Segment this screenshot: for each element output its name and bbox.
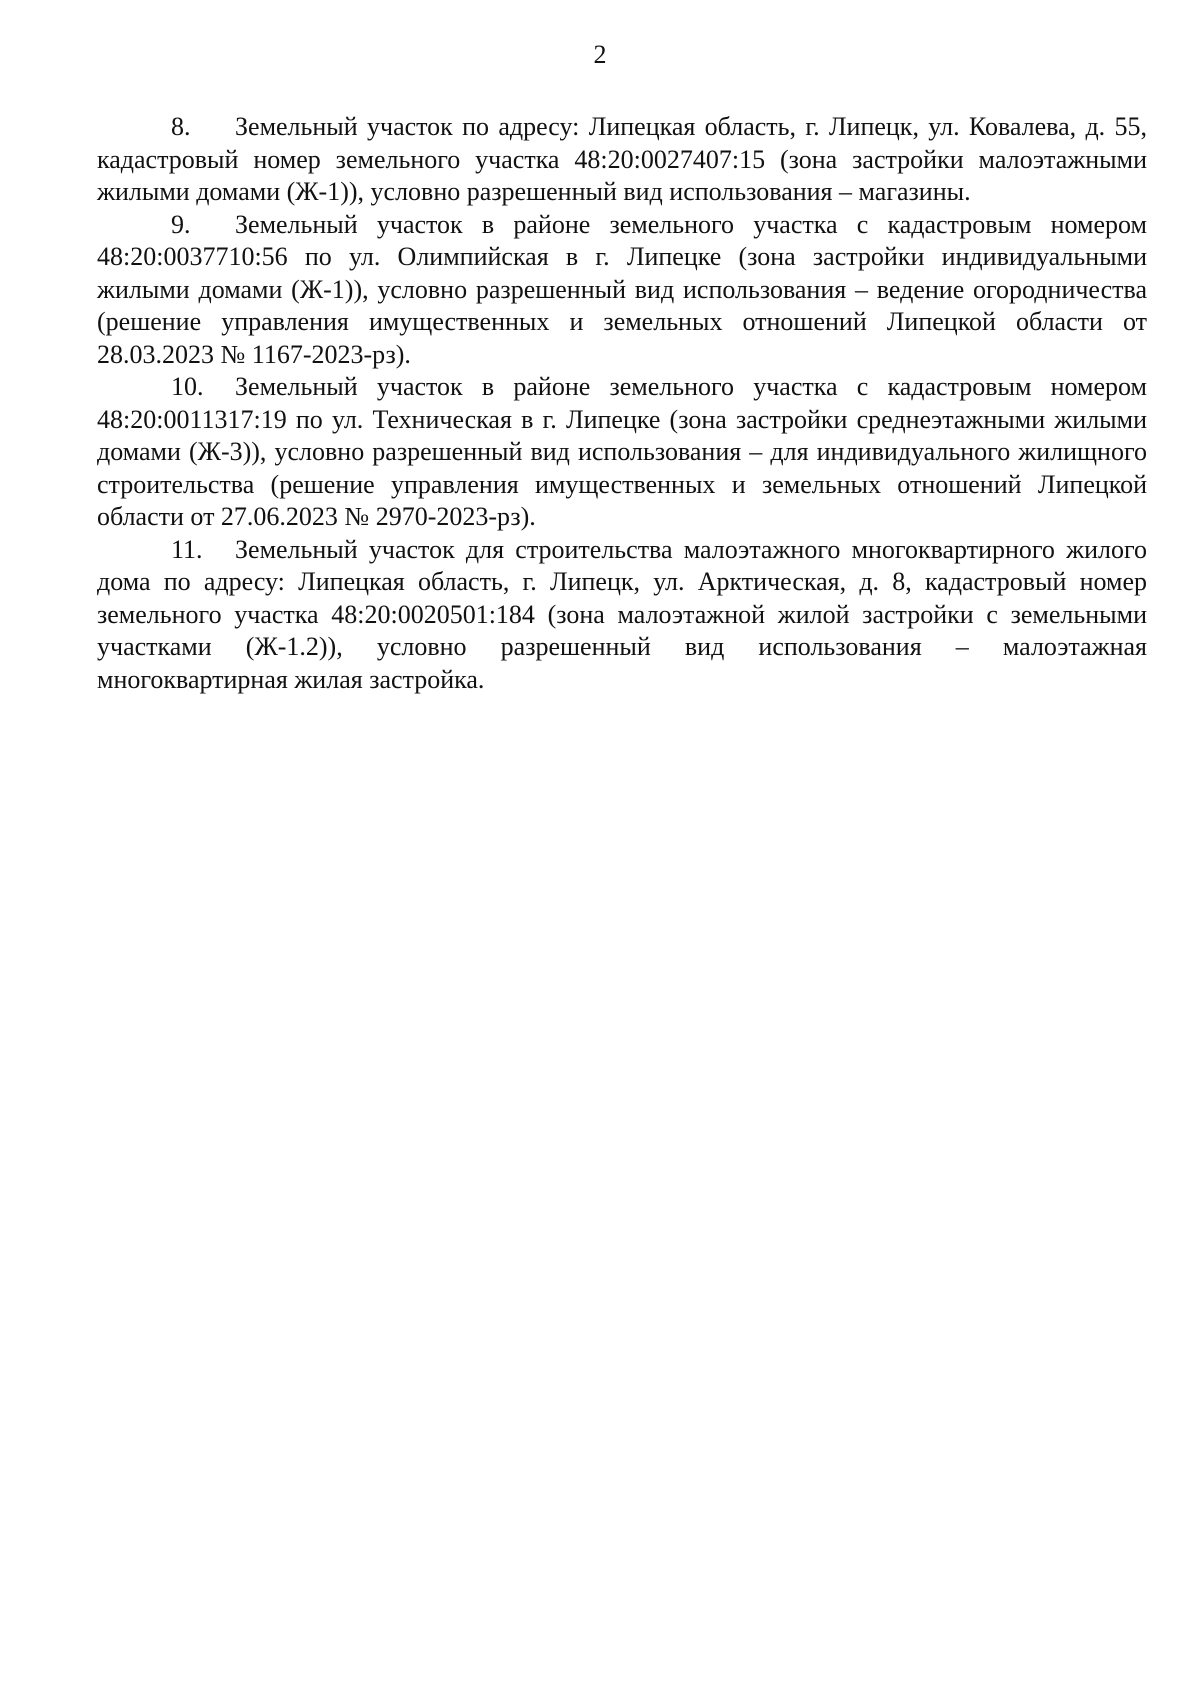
item-text: Земельный участок в районе земельного участка с кадастровым номером 48:20:0037710:56 по ул. Олимпийская в г. Липецке (зона застройки индивидуальными жилыми домами (Ж-1)), условно разрешенный вид использования – ведение огородничества (решение управления имущественных и земельных отношений Липецкой области от 28.03.2023 № 1167-2023-рз). — [97, 209, 1147, 369]
item-number: 11. — [171, 534, 203, 564]
item-text: Земельный участок по адресу: Липецкая область, г. Липецк, ул. Ковалева, д. 55, кадастровый номер земельного участка 48:20:0027407:15 (зона застройки малоэтажными жилыми домами (Ж-1)), условно разрешенный вид использования – магазины. — [97, 112, 1147, 206]
list-item — [97, 111, 1147, 209]
list-item — [97, 209, 1147, 372]
item-number: 8. — [171, 112, 191, 141]
item-number: 10. — [171, 372, 204, 401]
list-item — [97, 534, 1147, 697]
item-text: Земельный участок для строительства малоэтажного многоквартирного жилого дома по адресу: Липецкая область, г. Липецк, ул. Арктическая, д. 8, кадастровый номер земельного участка 48:20:0020501:184 (зона малоэтажной жилой застройки с земельными участками (Ж-1.2)), условно разрешенный вид использования – малоэтажная многоквартирная жилая застройка. — [97, 534, 1147, 694]
item-text: Земельный участок в районе земельного участка с кадастровым номером 48:20:0011317:19 по ул. Техническая в г. Липецке (зона застройки среднеэтажными жилыми домами (Ж-3)), условно разрешенный вид использования – для индивидуального жилищного строительства (решение управления имущественных и земельных отношений Липецкой области от 27.06.2023 № 2970-2023-рз). — [97, 372, 1147, 531]
list-item — [97, 371, 1147, 534]
item-number: 9. — [171, 209, 191, 239]
page-number: 2 — [593, 40, 607, 69]
document-body — [97, 111, 1147, 696]
